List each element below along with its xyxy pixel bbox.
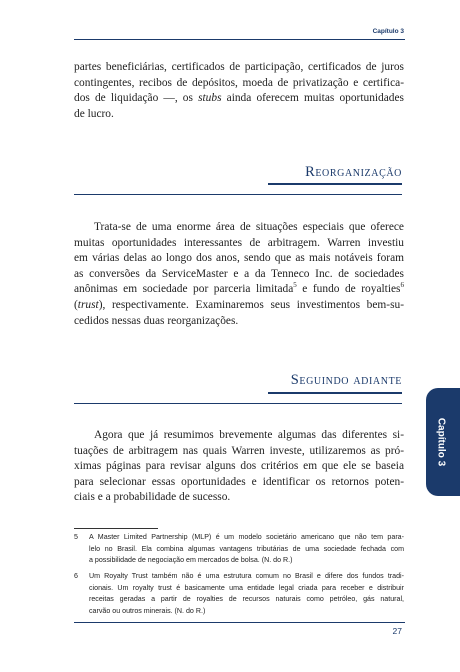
seguindo-paragraph	[74, 428, 404, 506]
section-title-seguindo: Seguindo adiante	[290, 372, 402, 388]
text-line: muitas oportunidades interessantes de arbitragem. Warren investiu	[74, 236, 404, 249]
footnote-text	[89, 571, 404, 617]
text-line: dos de liquidação —, os stubs ainda oferecem muitas oportunidades	[74, 92, 404, 105]
section-rule	[268, 392, 402, 394]
text-line: cionais. Um royalty trust é basicamente uma entidade legal criada para receber e distribuir	[89, 583, 404, 592]
text-line: anônimas em sociedade por parceria limitada$^5$ e fundo de royalties$^6$	[74, 281, 404, 296]
text-line: tuações de arbitragem nas quais Warren investe, utilizaremos as pró-	[74, 444, 404, 457]
italic-term: stubs	[198, 92, 222, 105]
footnote-text	[89, 532, 404, 567]
header-rule	[74, 39, 405, 40]
text-line: partes beneficiárias, certificados de participação, certificados de juros	[74, 61, 404, 73]
text-line: para selecionar essas oportunidades e identificar os retornos poten-	[74, 475, 404, 488]
text-line: A Master Limited Partnership (MLP) é um modelo societário americano que não tem para-	[89, 533, 404, 541]
text-line: carvão ou outros minerais. (N. do R.)	[89, 606, 206, 615]
footnote-number: 6	[74, 572, 78, 580]
footnote-number: 5	[74, 533, 78, 541]
section-title-reorganizacao: Reorganização	[305, 164, 402, 180]
footnote-5	[74, 532, 404, 568]
intro-paragraph	[74, 60, 404, 122]
footnote-6	[74, 571, 404, 619]
text-line: Agora que já resumimos brevemente algumas das diferentes si-	[94, 429, 404, 441]
reorganizacao-paragraph	[74, 220, 404, 329]
running-header-chapter: Capítulo 3	[372, 28, 404, 35]
text-line: as conversões da ServiceMaster e a da Tenneco Inc. de sociedades	[74, 267, 404, 280]
text-line: Um Royalty Trust também não é uma estrutura comum no Brasil e difere dos fundos tradi-	[89, 572, 404, 580]
chapter-side-tab-label: Capítulo 3	[435, 417, 447, 467]
text-line: ximas páginas para revisar alguns dos critérios em que ele se baseia	[74, 460, 404, 473]
text-line: Trata-se de uma enorme área de situações especiais que oferece	[94, 221, 404, 233]
text-line: cedidos nessas duas reorganizações.	[74, 314, 239, 327]
text-line: lelo no Brasil. Ela combina algumas vantagens tributárias de uma sociedade fechada com	[89, 544, 404, 553]
text-line: ciais e a probabilidade de sucesso.	[74, 491, 231, 504]
italic-term: trust	[77, 298, 99, 311]
section-rule-thin	[74, 403, 402, 404]
text-line: em várias delas ao longo dos anos, sendo que as mais notáveis foram	[74, 252, 404, 265]
section-rule	[268, 183, 402, 185]
footnote-ref-6[interactable]: 6	[400, 281, 404, 290]
footnote-separator	[74, 528, 158, 529]
text-line: receitas geradas a partir de royalties de recursos naturais como petróleo, gás natural,	[89, 595, 404, 604]
text-line: (trust), respectivamente. Examinaremos seus investimentos bem-su-	[74, 298, 404, 311]
text-line: contingentes, recibos de depósitos, moeda de privatização e certifica-	[74, 76, 404, 89]
footnote-ref-5[interactable]: 5	[293, 281, 297, 290]
text-line: a possibilidade de negociação em mercados de bolsa. (N. do R.)	[89, 556, 293, 565]
section-rule-thin	[74, 194, 402, 195]
footer-rule	[74, 622, 405, 623]
text-line: de lucro.	[74, 107, 114, 120]
page-number: 27	[392, 626, 402, 636]
